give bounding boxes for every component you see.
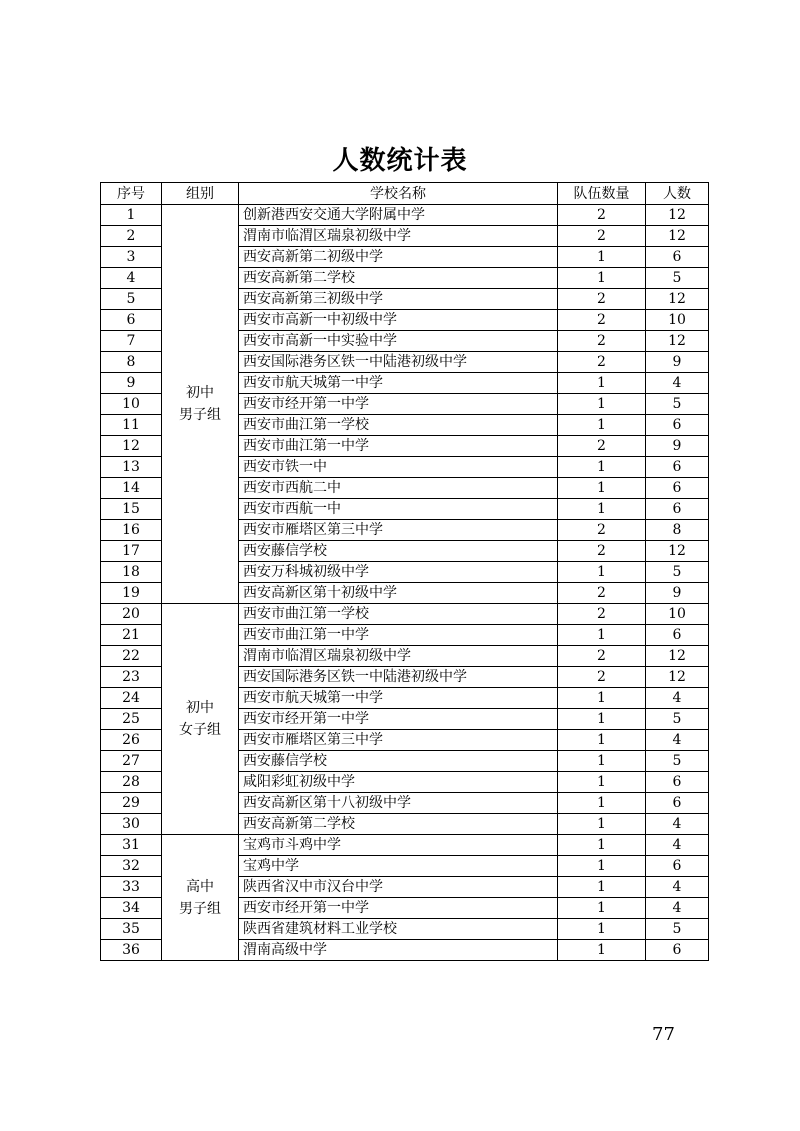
- team-count-cell: 2: [558, 289, 646, 310]
- serial-number-cell: 29: [101, 793, 162, 814]
- school-name-cell: 西安国际港务区铁一中陆港初级中学: [239, 352, 558, 373]
- people-count-cell: 4: [646, 373, 709, 394]
- team-count-cell: 2: [558, 352, 646, 373]
- serial-number-cell: 14: [101, 478, 162, 499]
- people-count-cell: 8: [646, 520, 709, 541]
- school-name-cell: 咸阳彩虹初级中学: [239, 772, 558, 793]
- people-count-cell: 6: [646, 478, 709, 499]
- team-count-cell: 1: [558, 415, 646, 436]
- team-count-cell: 1: [558, 856, 646, 877]
- team-count-cell: 1: [558, 499, 646, 520]
- school-name-cell: 渭南高级中学: [239, 940, 558, 961]
- serial-number-cell: 1: [101, 205, 162, 226]
- school-name-cell: 西安高新第二初级中学: [239, 247, 558, 268]
- school-name-cell: 西安市曲江第一中学: [239, 625, 558, 646]
- school-name-cell: 西安市铁一中: [239, 457, 558, 478]
- school-name-cell: 西安高新第三初级中学: [239, 289, 558, 310]
- school-name-cell: 西安高新第二学校: [239, 268, 558, 289]
- team-count-cell: 1: [558, 730, 646, 751]
- header-school-name: 学校名称: [239, 183, 558, 205]
- serial-number-cell: 20: [101, 604, 162, 625]
- statistics-table: [100, 182, 709, 961]
- people-count-cell: 5: [646, 562, 709, 583]
- team-count-cell: 1: [558, 688, 646, 709]
- team-count-cell: 2: [558, 205, 646, 226]
- people-count-cell: 5: [646, 709, 709, 730]
- table-row: [101, 205, 709, 226]
- team-count-cell: 2: [558, 226, 646, 247]
- people-count-cell: 12: [646, 226, 709, 247]
- people-count-cell: 10: [646, 310, 709, 331]
- school-name-cell: 西安市曲江第一学校: [239, 415, 558, 436]
- people-count-cell: 5: [646, 751, 709, 772]
- people-count-cell: 5: [646, 919, 709, 940]
- group-cell: [162, 205, 239, 604]
- serial-number-cell: 27: [101, 751, 162, 772]
- team-count-cell: 1: [558, 898, 646, 919]
- team-count-cell: 2: [558, 331, 646, 352]
- school-name-cell: 西安高新第二学校: [239, 814, 558, 835]
- serial-number-cell: 17: [101, 541, 162, 562]
- serial-number-cell: 13: [101, 457, 162, 478]
- school-name-cell: 西安市经开第一中学: [239, 709, 558, 730]
- people-count-cell: 6: [646, 415, 709, 436]
- school-name-cell: 西安市经开第一中学: [239, 394, 558, 415]
- serial-number-cell: 9: [101, 373, 162, 394]
- serial-number-cell: 23: [101, 667, 162, 688]
- people-count-cell: 4: [646, 898, 709, 919]
- group-cell: [162, 604, 239, 835]
- school-name-cell: 西安市航天城第一中学: [239, 373, 558, 394]
- group-gender-label: 男子组: [179, 407, 221, 423]
- team-count-cell: 1: [558, 562, 646, 583]
- people-count-cell: 9: [646, 436, 709, 457]
- school-name-cell: 创新港西安交通大学附属中学: [239, 205, 558, 226]
- serial-number-cell: 28: [101, 772, 162, 793]
- header-people-count: 人数: [646, 183, 709, 205]
- serial-number-cell: 18: [101, 562, 162, 583]
- serial-number-cell: 3: [101, 247, 162, 268]
- people-count-cell: 5: [646, 394, 709, 415]
- header-team-count: 队伍数量: [558, 183, 646, 205]
- serial-number-cell: 32: [101, 856, 162, 877]
- team-count-cell: 1: [558, 877, 646, 898]
- team-count-cell: 1: [558, 478, 646, 499]
- school-name-cell: 西安市航天城第一中学: [239, 688, 558, 709]
- school-name-cell: 西安市曲江第一中学: [239, 436, 558, 457]
- people-count-cell: 4: [646, 877, 709, 898]
- school-name-cell: 渭南市临渭区瑞泉初级中学: [239, 646, 558, 667]
- group-gender-label: 女子组: [179, 722, 221, 738]
- serial-number-cell: 34: [101, 898, 162, 919]
- serial-number-cell: 2: [101, 226, 162, 247]
- team-count-cell: 1: [558, 268, 646, 289]
- group-cell: [162, 835, 239, 961]
- team-count-cell: 1: [558, 247, 646, 268]
- team-count-cell: 2: [558, 541, 646, 562]
- people-count-cell: 6: [646, 793, 709, 814]
- group-gender-label: 男子组: [179, 900, 221, 917]
- people-count-cell: 5: [646, 268, 709, 289]
- school-name-cell: 西安市雁塔区第三中学: [239, 520, 558, 541]
- people-count-cell: 6: [646, 499, 709, 520]
- school-name-cell: 西安藤信学校: [239, 541, 558, 562]
- school-name-cell: 西安高新区第十八初级中学: [239, 793, 558, 814]
- serial-number-cell: 21: [101, 625, 162, 646]
- people-count-cell: 4: [646, 688, 709, 709]
- team-count-cell: 1: [558, 772, 646, 793]
- team-count-cell: 1: [558, 457, 646, 478]
- team-count-cell: 2: [558, 667, 646, 688]
- serial-number-cell: 24: [101, 688, 162, 709]
- serial-number-cell: 15: [101, 499, 162, 520]
- people-count-cell: 6: [646, 856, 709, 877]
- group-level-label: 初中: [186, 385, 214, 401]
- group-level-label: 初中: [186, 700, 214, 716]
- team-count-cell: 1: [558, 940, 646, 961]
- header-group: 组别: [162, 183, 239, 205]
- serial-number-cell: 33: [101, 877, 162, 898]
- page-title: 人数统计表: [332, 146, 468, 176]
- people-count-cell: 6: [646, 772, 709, 793]
- serial-number-cell: 8: [101, 352, 162, 373]
- people-count-cell: 12: [646, 289, 709, 310]
- team-count-cell: 1: [558, 793, 646, 814]
- school-name-cell: 西安万科城初级中学: [239, 562, 558, 583]
- people-count-cell: 6: [646, 625, 709, 646]
- table-header-row: [101, 183, 709, 205]
- school-name-cell: 宝鸡中学: [239, 856, 558, 877]
- page-number: 77: [652, 1024, 675, 1045]
- serial-number-cell: 22: [101, 646, 162, 667]
- table-row: [101, 604, 709, 625]
- team-count-cell: 2: [558, 436, 646, 457]
- header-serial-number: 序号: [101, 183, 162, 205]
- serial-number-cell: 31: [101, 835, 162, 856]
- school-name-cell: 西安市西航二中: [239, 478, 558, 499]
- school-name-cell: 西安市曲江第一学校: [239, 604, 558, 625]
- team-count-cell: 2: [558, 646, 646, 667]
- school-name-cell: 陕西省建筑材料工业学校: [239, 919, 558, 940]
- people-count-cell: 12: [646, 667, 709, 688]
- team-count-cell: 1: [558, 373, 646, 394]
- serial-number-cell: 25: [101, 709, 162, 730]
- table-row: [101, 835, 709, 856]
- school-name-cell: 西安国际港务区铁一中陆港初级中学: [239, 667, 558, 688]
- school-name-cell: 西安市高新一中实验中学: [239, 331, 558, 352]
- team-count-cell: 1: [558, 625, 646, 646]
- people-count-cell: 12: [646, 646, 709, 667]
- table-body: [101, 205, 709, 961]
- people-count-cell: 10: [646, 604, 709, 625]
- serial-number-cell: 36: [101, 940, 162, 961]
- school-name-cell: 西安高新区第十初级中学: [239, 583, 558, 604]
- people-count-cell: 12: [646, 205, 709, 226]
- people-count-cell: 4: [646, 835, 709, 856]
- serial-number-cell: 35: [101, 919, 162, 940]
- serial-number-cell: 7: [101, 331, 162, 352]
- school-name-cell: 西安市高新一中初级中学: [239, 310, 558, 331]
- serial-number-cell: 11: [101, 415, 162, 436]
- people-count-cell: 6: [646, 940, 709, 961]
- people-count-cell: 6: [646, 247, 709, 268]
- serial-number-cell: 12: [101, 436, 162, 457]
- school-name-cell: 陕西省汉中市汉台中学: [239, 877, 558, 898]
- team-count-cell: 1: [558, 919, 646, 940]
- team-count-cell: 1: [558, 709, 646, 730]
- serial-number-cell: 30: [101, 814, 162, 835]
- serial-number-cell: 16: [101, 520, 162, 541]
- serial-number-cell: 6: [101, 310, 162, 331]
- people-count-cell: 9: [646, 583, 709, 604]
- serial-number-cell: 19: [101, 583, 162, 604]
- team-count-cell: 1: [558, 835, 646, 856]
- people-count-cell: 9: [646, 352, 709, 373]
- serial-number-cell: 10: [101, 394, 162, 415]
- school-name-cell: 西安藤信学校: [239, 751, 558, 772]
- school-name-cell: 西安市雁塔区第三中学: [239, 730, 558, 751]
- team-count-cell: 2: [558, 583, 646, 604]
- team-count-cell: 2: [558, 310, 646, 331]
- school-name-cell: 西安市经开第一中学: [239, 898, 558, 919]
- people-count-cell: 4: [646, 814, 709, 835]
- team-count-cell: 2: [558, 604, 646, 625]
- team-count-cell: 2: [558, 520, 646, 541]
- school-name-cell: 西安市西航一中: [239, 499, 558, 520]
- school-name-cell: 渭南市临渭区瑞泉初级中学: [239, 226, 558, 247]
- serial-number-cell: 4: [101, 268, 162, 289]
- team-count-cell: 1: [558, 751, 646, 772]
- people-count-cell: 12: [646, 541, 709, 562]
- serial-number-cell: 26: [101, 730, 162, 751]
- group-level-label: 高中: [186, 878, 214, 895]
- team-count-cell: 1: [558, 814, 646, 835]
- serial-number-cell: 5: [101, 289, 162, 310]
- people-count-cell: 12: [646, 331, 709, 352]
- school-name-cell: 宝鸡市斗鸡中学: [239, 835, 558, 856]
- people-count-cell: 6: [646, 457, 709, 478]
- team-count-cell: 1: [558, 394, 646, 415]
- people-count-cell: 4: [646, 730, 709, 751]
